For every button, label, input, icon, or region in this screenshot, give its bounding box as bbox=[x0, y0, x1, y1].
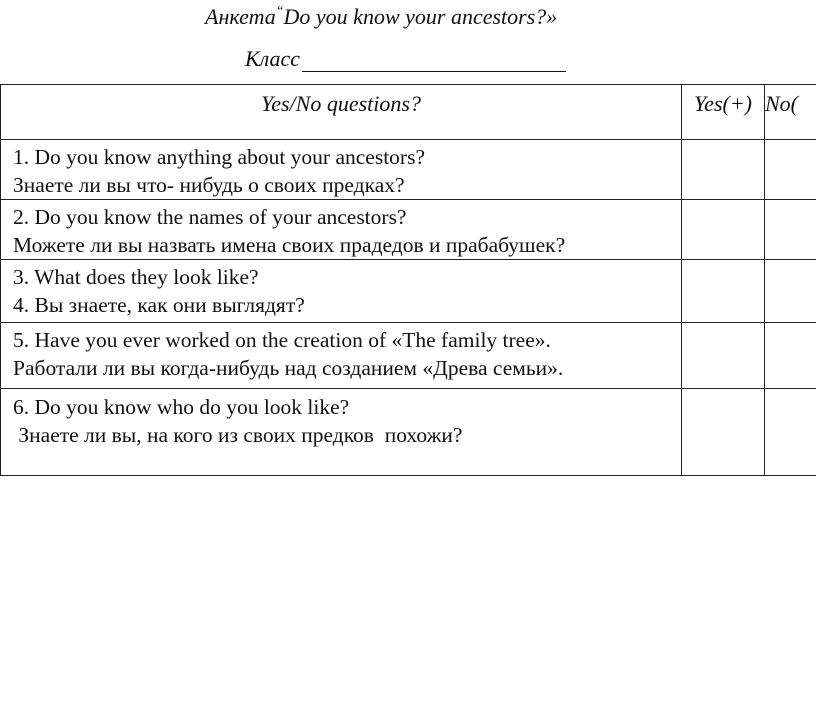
column-header-questions: Yes/No questions? bbox=[1, 85, 682, 140]
table-row bbox=[1, 389, 816, 476]
title-text: Do you know your ancestors?» bbox=[283, 4, 558, 29]
question-cell bbox=[1, 260, 682, 323]
yes-answer-cell[interactable] bbox=[682, 140, 765, 200]
question-cell bbox=[1, 200, 682, 260]
table-header-row bbox=[1, 85, 816, 140]
column-header-yes: Yes(+) bbox=[682, 85, 765, 140]
yes-answer-cell[interactable] bbox=[682, 389, 765, 476]
column-header-no: No( bbox=[765, 85, 816, 140]
question-russian: Знаете ли вы, на кого из своих предков похожи? bbox=[13, 423, 463, 447]
no-answer-cell[interactable] bbox=[765, 200, 816, 260]
table-row bbox=[1, 323, 816, 389]
no-answer-cell[interactable] bbox=[765, 140, 816, 200]
question-russian: Знаете ли вы что- нибудь о своих предках? bbox=[13, 173, 405, 197]
questionnaire-table bbox=[0, 84, 816, 476]
question-english: 2. Do you know the names of your ancestors? bbox=[13, 205, 407, 229]
no-answer-cell[interactable] bbox=[765, 389, 816, 476]
yes-answer-cell[interactable] bbox=[682, 200, 765, 260]
class-field bbox=[245, 46, 566, 72]
yes-answer-cell[interactable] bbox=[682, 323, 765, 389]
question-english: 1. Do you know anything about your ancestors? bbox=[13, 145, 426, 169]
question-cell bbox=[1, 140, 682, 200]
class-label: Класс bbox=[245, 46, 300, 71]
no-answer-cell[interactable] bbox=[765, 260, 816, 323]
question-english: 3. What does they look like? bbox=[13, 265, 259, 289]
class-blank-line[interactable] bbox=[302, 47, 566, 72]
title-quote: “ bbox=[275, 4, 284, 19]
question-russian: Можете ли вы назвать имена своих прадедов и прабабушек? bbox=[13, 233, 566, 257]
title-prefix: Анкета bbox=[205, 4, 276, 29]
page-title bbox=[205, 4, 557, 30]
question-english: 5. Have you ever worked on the creation of «The family tree». bbox=[13, 328, 551, 352]
question-english: 6. Do you know who do you look like? bbox=[13, 395, 350, 419]
question-cell bbox=[1, 323, 682, 389]
question-russian: 4. Вы знаете, как они выглядят? bbox=[13, 293, 305, 317]
table-row bbox=[1, 140, 816, 200]
no-answer-cell[interactable] bbox=[765, 323, 816, 389]
table-row bbox=[1, 200, 816, 260]
table-row bbox=[1, 260, 816, 323]
question-cell bbox=[1, 389, 682, 476]
yes-answer-cell[interactable] bbox=[682, 260, 765, 323]
question-russian: Работали ли вы когда-нибудь над созданием «Древа семьи». bbox=[13, 356, 564, 380]
